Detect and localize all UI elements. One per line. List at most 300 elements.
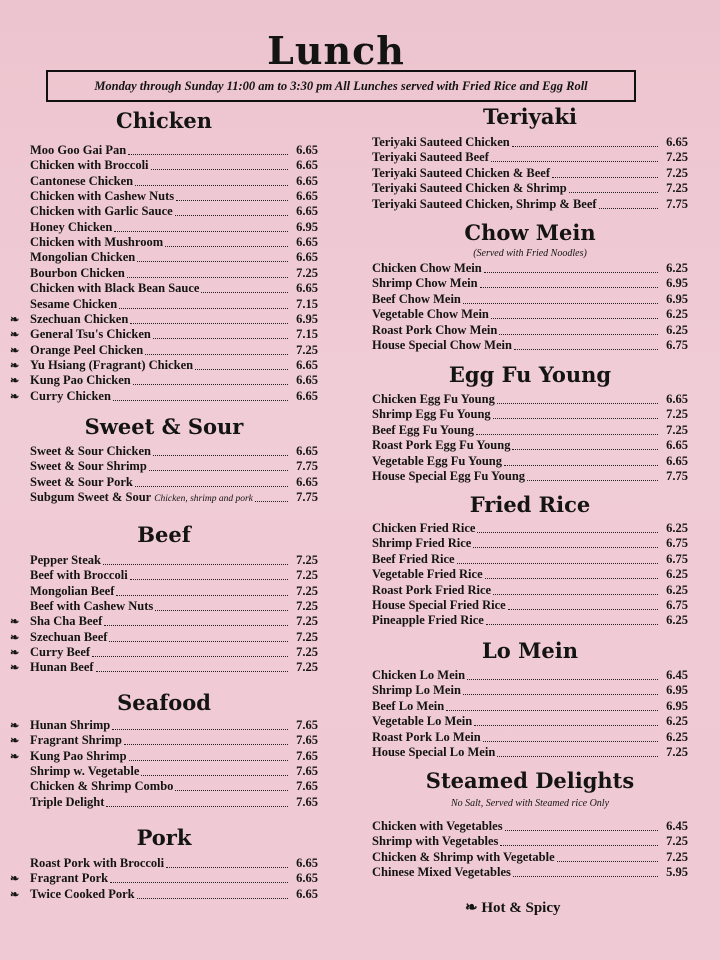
dot-leader [491, 318, 658, 319]
item-name: Teriyaki Sauteed Beef [372, 150, 489, 165]
pepper-icon: ❧ [10, 647, 20, 660]
menu-item [372, 668, 688, 683]
dot-leader [527, 480, 658, 481]
item-name: Orange Peel Chicken [30, 342, 144, 357]
section-subtitle: (Served with Fried Noodles) [473, 248, 587, 259]
menu-item [10, 779, 318, 794]
dot-leader [508, 609, 658, 610]
item-name: Vegetable Egg Fu Young [372, 453, 502, 468]
item-price: 7.25 [666, 181, 688, 196]
menu-item [372, 819, 688, 834]
dot-leader [129, 760, 288, 761]
item-name: Beef with Broccoli [30, 568, 128, 583]
item-name: Beef Lo Mein [372, 698, 445, 713]
dot-leader [569, 192, 658, 193]
menu-item [10, 266, 318, 281]
dot-leader [176, 200, 288, 201]
item-price: 6.75 [666, 536, 688, 551]
menu-item [372, 865, 688, 880]
item-price: 7.15 [296, 296, 318, 311]
dot-leader [473, 547, 658, 548]
item-price: 6.65 [666, 135, 688, 149]
dot-leader [96, 671, 288, 672]
item-price: 6.65 [666, 453, 688, 468]
page-title: Lunch [267, 28, 405, 73]
menu-item [372, 714, 688, 729]
menu-item [372, 583, 688, 598]
dot-leader [104, 625, 288, 626]
dot-leader [512, 449, 658, 450]
item-price: 6.25 [666, 307, 688, 322]
menu-item [10, 599, 318, 614]
item-price: 7.75 [666, 196, 688, 211]
item-name: Chicken Egg Fu Young [372, 392, 495, 406]
item-name: Beef Chow Mein [372, 291, 461, 306]
item-name: Beef Fried Rice [372, 551, 455, 566]
dot-leader [137, 898, 288, 899]
menu-item [10, 281, 318, 296]
item-name: Hunan Shrimp [30, 718, 111, 732]
item-price: 6.65 [296, 886, 318, 901]
menu-item [372, 276, 688, 291]
dot-leader [153, 338, 288, 339]
item-price: 6.65 [666, 392, 688, 406]
dot-leader [512, 146, 658, 147]
menu-item [10, 584, 318, 599]
item-name: Curry Beef [30, 645, 91, 660]
item-price: 7.25 [296, 568, 318, 583]
menu-item [10, 553, 318, 568]
item-name: Chinese Mixed Vegetables [372, 865, 511, 880]
item-price: 7.65 [296, 733, 318, 748]
menu-item [10, 630, 318, 645]
menu-item [10, 490, 318, 505]
pepper-icon: ❧ [10, 390, 20, 403]
pepper-icon: ❧ [10, 631, 20, 644]
menu-item [372, 745, 688, 760]
pepper-icon: ❧ [10, 616, 20, 629]
item-name: House Special Fried Rice [372, 598, 506, 612]
item-name: Chicken Lo Mein [372, 668, 466, 682]
menu-item [10, 856, 318, 871]
item-price: 7.25 [666, 407, 688, 422]
item-price: 6.65 [296, 357, 318, 372]
menu-item [372, 683, 688, 698]
item-price: 6.65 [666, 438, 688, 453]
menu-item [10, 174, 318, 189]
item-name: Shrimp with Vegetables [372, 834, 499, 849]
dot-leader [557, 861, 658, 862]
item-price: 6.45 [666, 819, 688, 833]
dot-leader [145, 354, 288, 355]
dot-leader [463, 694, 658, 695]
item-note: Chicken, shrimp and pork [154, 494, 253, 505]
dot-leader [135, 185, 288, 186]
item-name: Shrimp Fried Rice [372, 536, 472, 551]
menu-item [10, 795, 318, 810]
menu-item [372, 135, 688, 150]
item-name: Chicken & Shrimp Combo [30, 779, 174, 794]
dot-leader [491, 161, 658, 162]
item-price: 7.25 [296, 660, 318, 675]
item-price: 7.25 [666, 422, 688, 437]
menu-item [10, 614, 318, 629]
dot-leader [446, 710, 658, 711]
menu-item [372, 150, 688, 165]
pepper-icon: ❧ [10, 344, 20, 357]
dot-leader [599, 208, 658, 209]
section-title: Pork [136, 825, 192, 850]
dot-leader [135, 486, 288, 487]
dot-leader [483, 741, 658, 742]
dot-leader [116, 595, 288, 596]
dot-leader [109, 641, 288, 642]
item-name: Curry Chicken [30, 388, 111, 403]
item-name: Chicken Fried Rice [372, 521, 476, 535]
dot-leader [113, 400, 288, 401]
dot-leader [201, 292, 288, 293]
item-price: 7.25 [296, 599, 318, 614]
section-title: Chow Mein [464, 220, 596, 245]
item-price: 7.65 [296, 748, 318, 763]
item-price: 7.65 [296, 718, 318, 732]
section-title: Beef [137, 522, 191, 547]
item-name: Roast Pork Lo Mein [372, 729, 481, 744]
item-price: 6.95 [296, 219, 318, 234]
menu-item [10, 733, 318, 748]
dot-leader [457, 563, 658, 564]
dot-leader [477, 532, 658, 533]
dot-leader [128, 154, 288, 155]
dot-leader [112, 729, 288, 730]
menu-item [372, 323, 688, 338]
item-price: 6.65 [296, 474, 318, 489]
section-title: Fried Rice [469, 492, 591, 517]
dot-leader [463, 303, 658, 304]
item-price: 7.25 [296, 265, 318, 280]
menu-item [372, 407, 688, 422]
menu-item [372, 552, 688, 567]
dot-leader [166, 867, 288, 868]
menu-item [372, 166, 688, 181]
item-name: Roast Pork Fried Rice [372, 582, 492, 597]
menu-item [372, 197, 688, 212]
item-name: Sweet & Sour Shrimp [30, 459, 147, 474]
menu-item [10, 718, 318, 733]
menu-item [372, 469, 688, 484]
dot-leader [114, 231, 288, 232]
item-name: Chicken Chow Mein [372, 261, 482, 275]
dot-leader [497, 403, 658, 404]
dot-leader [127, 277, 288, 278]
item-name: Kung Pao Chicken [30, 373, 131, 388]
item-name: Sha Cha Beef [30, 614, 103, 629]
dot-leader [130, 323, 288, 324]
menu-item [10, 143, 318, 158]
item-name: Twice Cooked Pork [30, 886, 135, 901]
item-price: 6.65 [296, 856, 318, 870]
dot-leader [153, 455, 288, 456]
pepper-icon: ❧ [10, 329, 20, 342]
item-name: Szechuan Beef [30, 629, 108, 644]
menu-item [10, 297, 318, 312]
dot-leader [493, 594, 658, 595]
item-name: Roast Pork Egg Fu Young [372, 438, 511, 453]
menu-item [10, 645, 318, 660]
item-price: 7.25 [296, 342, 318, 357]
item-name: Chicken with Vegetables [372, 819, 503, 833]
item-name: House Special Chow Mein [372, 338, 512, 352]
item-name: House Special Egg Fu Young [372, 469, 526, 483]
dot-leader [486, 624, 658, 625]
item-price: 6.65 [296, 189, 318, 204]
item-price: 7.65 [296, 764, 318, 779]
menu-item [10, 887, 318, 902]
menu-item [10, 312, 318, 327]
item-name: Subgum Sweet & Sour Chicken, shrimp and pork [30, 490, 253, 505]
pepper-icon: ❧ [10, 359, 20, 372]
dot-leader [106, 806, 288, 807]
item-name: Chicken with Black Bean Sauce [30, 281, 200, 296]
pepper-icon: ❧ [10, 720, 20, 732]
legend [465, 898, 561, 917]
menu-item [372, 598, 688, 613]
pepper-icon: ❧ [10, 750, 20, 763]
menu-item [372, 307, 688, 322]
item-price: 7.75 [296, 459, 318, 474]
menu-item [372, 181, 688, 196]
item-price: 6.65 [296, 158, 318, 173]
item-name: Szechuan Chicken [30, 311, 129, 326]
dot-leader [497, 756, 658, 757]
item-price: 6.65 [296, 871, 318, 886]
item-price: 7.25 [296, 614, 318, 629]
pepper-icon: ❧ [10, 735, 20, 748]
menu-item [10, 327, 318, 342]
dot-leader [141, 775, 288, 776]
item-name: Vegetable Lo Mein [372, 714, 473, 729]
item-price: 6.75 [666, 598, 688, 612]
item-price: 6.25 [666, 322, 688, 337]
item-price: 6.65 [296, 235, 318, 250]
section-title: Sweet & Sour [84, 414, 244, 439]
pepper-icon: ❧ [10, 375, 20, 388]
dot-leader [124, 744, 288, 745]
item-price: 6.65 [296, 204, 318, 219]
menu-item [372, 338, 688, 353]
menu-item [10, 444, 318, 459]
item-name: Chicken & Shrimp with Vegetable [372, 849, 555, 864]
menu-item [10, 373, 318, 388]
item-name: Hunan Beef [30, 660, 94, 675]
section-title: Steamed Delights [425, 768, 635, 793]
dot-leader [119, 308, 288, 309]
dot-leader [485, 578, 658, 579]
menu-item [10, 749, 318, 764]
menu-item [10, 158, 318, 173]
item-name: Kung Pao Shrimp [30, 748, 127, 763]
dot-leader [155, 610, 288, 611]
dot-leader [513, 876, 658, 877]
dot-leader [514, 349, 658, 350]
menu-item [372, 261, 688, 276]
item-name: Shrimp w. Vegetable [30, 764, 140, 779]
dot-leader [467, 679, 658, 680]
item-price: 7.25 [666, 150, 688, 165]
item-name: Sesame Chicken [30, 296, 118, 311]
item-price: 7.75 [296, 490, 318, 505]
item-name: Chicken with Cashew Nuts [30, 189, 175, 204]
item-price: 7.25 [666, 745, 688, 759]
dot-leader [480, 287, 658, 288]
item-name: Triple Delight [30, 794, 105, 809]
section-title: Teriyaki [483, 104, 577, 129]
item-name: Shrimp Egg Fu Young [372, 407, 491, 422]
item-price: 6.25 [666, 582, 688, 597]
item-price: 6.65 [296, 173, 318, 188]
item-price: 7.65 [296, 794, 318, 809]
dot-leader [552, 177, 658, 178]
item-price: 7.25 [666, 834, 688, 849]
dot-leader [149, 470, 288, 471]
dot-leader [130, 579, 288, 580]
item-price: 7.25 [296, 629, 318, 644]
menu-item [10, 764, 318, 779]
item-name: Chicken with Garlic Sauce [30, 204, 173, 219]
item-name: Honey Chicken [30, 219, 113, 234]
item-name: Pineapple Fried Rice [372, 613, 484, 628]
dot-leader [137, 261, 288, 262]
menu-item [372, 613, 688, 628]
item-price: 6.65 [296, 444, 318, 458]
item-name: Cantonese Chicken [30, 173, 134, 188]
item-price: 6.65 [296, 250, 318, 265]
menu-item [372, 423, 688, 438]
item-price: 6.25 [666, 261, 688, 275]
pepper-icon: ❧ [10, 888, 20, 901]
menu-item [372, 438, 688, 453]
dot-leader [484, 272, 658, 273]
item-name: Roast Pork Chow Mein [372, 322, 498, 337]
item-price: 6.65 [296, 373, 318, 388]
item-price: 6.65 [296, 281, 318, 296]
item-price: 7.25 [296, 583, 318, 598]
item-price: 6.25 [666, 567, 688, 582]
dot-leader [175, 215, 288, 216]
item-price: 7.25 [296, 553, 318, 567]
dot-leader [165, 246, 288, 247]
item-price: 7.25 [666, 849, 688, 864]
menu-item [372, 567, 688, 582]
dot-leader [505, 830, 658, 831]
menu-item [10, 204, 318, 219]
menu-item [10, 250, 318, 265]
section-subtitle: No Salt, Served with Steamed rice Only [450, 798, 610, 809]
item-price: 6.95 [666, 276, 688, 291]
section-title: Chicken [116, 108, 212, 133]
item-price: 6.25 [666, 729, 688, 744]
menu-item [10, 475, 318, 490]
item-name: Teriyaki Sauteed Chicken, Shrimp & Beef [372, 196, 597, 211]
menu-item [10, 568, 318, 583]
item-name: Vegetable Fried Rice [372, 567, 483, 582]
item-name: Roast Pork with Broccoli [30, 856, 165, 870]
menu-item [372, 536, 688, 551]
item-price: 6.25 [666, 714, 688, 729]
item-name: House Special Lo Mein [372, 745, 496, 759]
menu-item [372, 834, 688, 849]
item-name: Teriyaki Sauteed Chicken [372, 135, 510, 149]
menu-item [372, 392, 688, 407]
item-price: 7.75 [666, 469, 688, 483]
section-title: Lo Mein [482, 638, 578, 663]
pepper-icon: ❧ [10, 662, 20, 675]
item-price: 6.65 [296, 143, 318, 157]
pepper-icon: ❧ [10, 873, 20, 886]
menu-item [10, 389, 318, 404]
item-price: 6.95 [296, 311, 318, 326]
menu-item [372, 850, 688, 865]
menu-item [10, 343, 318, 358]
item-price: 7.25 [296, 645, 318, 660]
menu-item [10, 871, 318, 886]
item-name: Yu Hsiang (Fragrant) Chicken [30, 357, 194, 372]
menu-item [10, 220, 318, 235]
menu-item [10, 358, 318, 373]
item-name: Bourbon Chicken [30, 265, 125, 280]
menu-item [10, 660, 318, 675]
item-name: Sweet & Sour Chicken [30, 444, 151, 458]
dot-leader [255, 501, 288, 502]
item-price: 7.25 [666, 165, 688, 180]
item-name: Mongolian Beef [30, 583, 115, 598]
menu-item [10, 235, 318, 250]
item-name: Beef with Cashew Nuts [30, 599, 154, 614]
menu-item [372, 699, 688, 714]
item-name: Shrimp Lo Mein [372, 683, 461, 698]
dot-leader [499, 334, 658, 335]
section-title: Egg Fu Young [448, 362, 612, 387]
dot-leader [151, 169, 288, 170]
item-name: Beef Egg Fu Young [372, 422, 474, 437]
menu-item [372, 521, 688, 536]
section-title: Seafood [117, 690, 211, 715]
item-name: Moo Goo Gai Pan [30, 143, 127, 157]
menu-item [372, 292, 688, 307]
item-name: Fragrant Pork [30, 871, 109, 886]
menu-item [10, 189, 318, 204]
dot-leader [504, 465, 658, 466]
dot-leader [110, 882, 288, 883]
dot-leader [493, 418, 658, 419]
item-price: 6.65 [296, 388, 318, 403]
pepper-icon: ❧ [10, 313, 20, 326]
item-price: 6.25 [666, 521, 688, 535]
item-price: 6.95 [666, 683, 688, 698]
item-name: Vegetable Chow Mein [372, 307, 489, 322]
item-price: 6.25 [666, 613, 688, 628]
menu-item [10, 459, 318, 474]
menu-item [372, 454, 688, 469]
dot-leader [195, 369, 288, 370]
dot-leader [133, 384, 288, 385]
dot-leader [500, 845, 658, 846]
item-price: 5.95 [666, 865, 688, 880]
dot-leader [476, 434, 658, 435]
item-name: Chicken with Mushroom [30, 235, 164, 250]
dot-leader [92, 656, 288, 657]
dot-leader [103, 564, 288, 565]
